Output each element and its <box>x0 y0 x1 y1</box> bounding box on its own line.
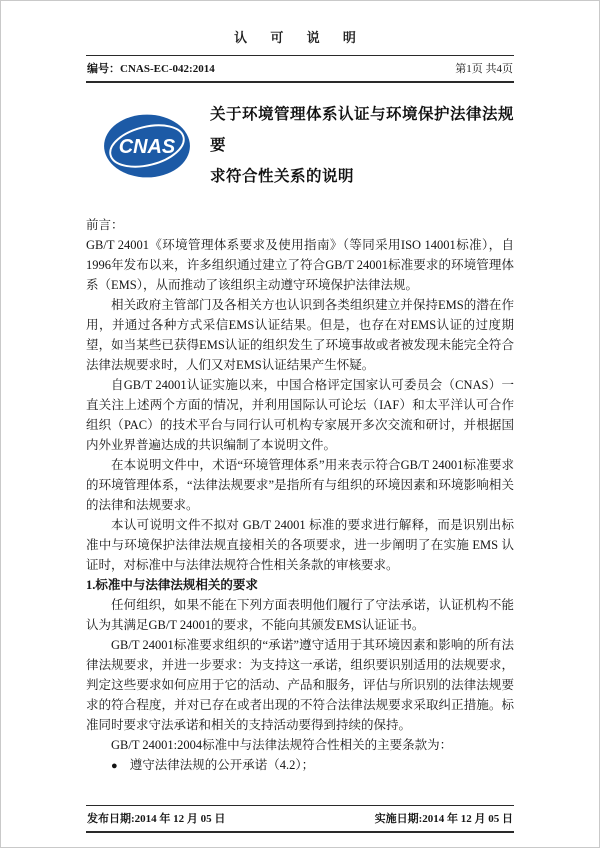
paragraph: GB/T 24001:2004标准中与法律法规符合性相关的主要条款为： <box>111 738 453 752</box>
bullet-icon: ● <box>111 760 118 772</box>
document-title-line1: 关于环境管理体系认证与环境保护法律法规要 <box>210 106 515 154</box>
paragraph: 自GB/T 24001认证实施以来，中国合格评定国家认可委员会（CNAS）一直关注上述两个方面的情况，并利用国际认可论坛（IAF）和太平洋认可合作组织（PAC）的技术平台与同行认可机构专家展开多次交流和研讨，并根据国内外业界普遍达成的共识编制了本说明文件。 <box>86 378 514 452</box>
document-body <box>86 215 514 776</box>
implementation-date: 实施日期:2014 年 12 月 05 日 <box>374 813 513 825</box>
footer-rule-bottom <box>86 831 514 833</box>
paragraph: 本认可说明文件不拟对 GB/T 24001 标准的要求进行解释，而是识别出标准中与环境保护法律法规直接相关的各项要求，进一步阐明了在实施 EMS 认证时，对标准中与法律法规符合性相关条款的审核要求。 <box>86 518 514 572</box>
document-title <box>210 99 514 192</box>
document-title-line2: 求符合性关系的说明 <box>210 168 355 185</box>
section-1-heading: 1.标准中与法律法规相关的要求 <box>86 578 258 592</box>
doc-number: 编号：CNAS-EC-042:2014 <box>87 63 215 75</box>
paragraph: GB/T 24001《环境管理体系要求及使用指南》（等同采用ISO 14001标准），自1996年发布以来，许多组织通过建立了符合GB/T 24001标准要求的环境管理体系（EMS），从而推动了该组织主动遵守环境保护法律法规。 <box>86 238 514 292</box>
logo-text: CNAS <box>118 135 176 158</box>
cnas-logo-icon <box>101 107 193 185</box>
publish-date: 发布日期:2014 年 12 月 05 日 <box>87 813 226 825</box>
document-footer <box>86 805 514 833</box>
title-block <box>101 99 514 192</box>
list-item <box>86 755 514 776</box>
document-header <box>1 1 599 83</box>
page-indicator: 第1页 共4页 <box>455 63 513 75</box>
footer-meta-row <box>86 806 514 831</box>
preface-label: 前言： <box>86 218 124 232</box>
header-meta-row <box>86 56 514 81</box>
paragraph: 相关政府主管部门及各相关方也认识到各类组织建立并保持EMS的潜在作用，并通过各种方式采信EMS认证结果。但是，也存在对EMS认证的过度期望，如当某些已获得EMS认证的组织发生了环境事故或者被发现未能完全符合法律法规要求时，人们又对EMS认证结果产生怀疑。 <box>86 298 514 372</box>
doc-type-title: 认 可 说 明 <box>234 30 366 45</box>
paragraph: GB/T 24001标准要求组织的“承诺”遵守适用于其环境因素和影响的所有法律法规要求，并进一步要求：为支持这一承诺，组织要识别适用的法规要求，判定这些要求如何应用于它的活动、产品和服务，评估与所识别的法律法规要求的符合程度，并对已存在或者出现的不符合法律法规要求采取纠正措施。标准同时要求守法承诺和相关的支持活动要得到持续的保持。 <box>86 638 514 732</box>
paragraph: 任何组织，如果不能在下列方面表明他们履行了守法承诺，认证机构不能认为其满足GB/T 24001的要求，不能向其颁发EMS认证证书。 <box>86 598 514 632</box>
header-rule-bottom <box>86 81 514 83</box>
paragraph: 在本说明文件中，术语“环境管理体系”用来表示符合GB/T 24001标准要求的环境管理体系，“法律法规要求”是指所有与组织的环境因素和环境影响相关的法律和法规要求。 <box>86 458 514 512</box>
list-item-text: 遵守法律法规的公开承诺（4.2）； <box>129 758 315 772</box>
